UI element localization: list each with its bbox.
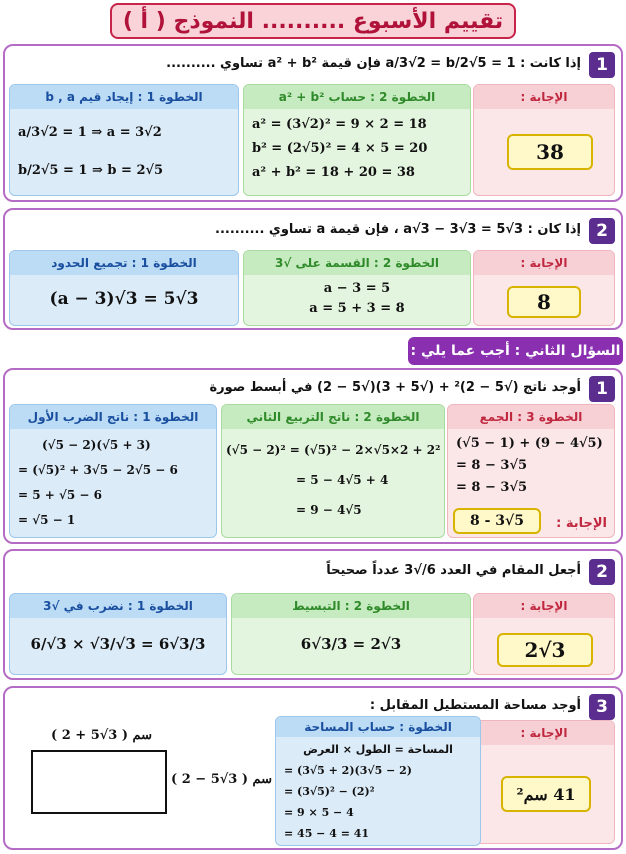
question-card-3 xyxy=(3,368,623,544)
answer-label: الإجابة : xyxy=(474,721,614,745)
step-1-title: الخطوة 1 : تجميع الحدود xyxy=(10,251,238,275)
step-1-title: الخطوة 1 : ناتج الضرب الأول xyxy=(10,405,216,429)
step-2-title: الخطوة 2 : القسمة على √3 xyxy=(244,251,470,275)
answer-label: الإجابة : xyxy=(474,594,614,618)
step-line: = (3√5 + 2)(3√5 − 2) xyxy=(284,764,412,777)
step-2-panel xyxy=(231,593,471,675)
rectangle-figure xyxy=(31,750,167,814)
question-text: إذا كان : a√3 − 3√3 = 5√3 ، فإن قيمة a تساوي .......... xyxy=(215,222,581,237)
step-line: = (3√5)² − (2)² xyxy=(284,785,375,798)
answer-value: 41 سم² xyxy=(501,776,591,812)
question-text: أوجد ناتج (√5 − 2)² + (√5 + 3)(√5 − 2) في أبسط صورة xyxy=(209,380,581,395)
step-line: = √5 − 1 xyxy=(18,513,76,527)
answer-label: الإجابة : xyxy=(474,251,614,275)
question-card-1 xyxy=(3,44,623,202)
step-line: (√5 − 2)² = (√5)² − 2×√5×2 + 2² xyxy=(226,443,441,457)
question-number: 3 xyxy=(589,694,615,720)
step-1-title: الخطوة 1 : إيجاد قيم b , a xyxy=(10,85,238,109)
answer-value: 8 xyxy=(507,286,581,318)
step-2-title: الخطوة 2 : ناتج التربيع الثاني xyxy=(222,405,444,429)
question-number: 1 xyxy=(589,376,615,402)
step-line: = 9 × 5 − 4 xyxy=(284,806,354,819)
step-2-panel xyxy=(243,84,471,196)
step-panel xyxy=(275,716,481,846)
rectangle-width-label: سم ( 3√5 − 2 ) xyxy=(171,772,273,787)
section-heading: السؤال الثاني : أجب عما يلي : xyxy=(408,337,623,365)
step-line: المساحة = الطول × العرض xyxy=(303,743,453,756)
question-text: أجعل المقام في العدد 6/√3 عدداً صحيحاً xyxy=(326,563,581,578)
page-title: تقييم الأسبوع .......... النموذج ( أ ) xyxy=(110,3,516,39)
question-card-4 xyxy=(3,549,623,680)
step-line: (√5 − 1) + (9 − 4√5) xyxy=(456,436,603,451)
step-line: = 5 + √5 − 6 xyxy=(18,488,102,502)
step-line: a² + b² = 18 + 20 = 38 xyxy=(252,165,415,180)
step-2-panel xyxy=(221,404,445,538)
rectangle-length-label: سم ( 3√5 + 2 ) xyxy=(51,728,153,743)
question-text: أوجد مساحة المستطيل المقابل : xyxy=(369,698,581,713)
step-1-panel xyxy=(9,593,227,675)
question-number: 2 xyxy=(589,559,615,585)
step-line: b/2√5 = 1 ⇒ b = 2√5 xyxy=(18,163,164,178)
step-line: = 9 − 4√5 xyxy=(296,503,362,517)
answer-value: 2√3 xyxy=(497,633,593,667)
question-number: 2 xyxy=(589,218,615,244)
step-line: b² = (2√5)² = 4 × 5 = 20 xyxy=(252,141,428,156)
step-1-title: الخطوة 1 : نضرب في √3 xyxy=(10,594,226,618)
step-line: (a − 3)√3 = 5√3 xyxy=(49,289,199,309)
step-2-title: الخطوة 2 : حساب a² + b² xyxy=(244,85,470,109)
question-card-2 xyxy=(3,208,623,330)
answer-label: الإجابة : xyxy=(474,85,614,109)
answer-label: الإجابة : xyxy=(556,516,607,531)
step-line: = 45 − 4 = 41 xyxy=(284,827,370,840)
step-2-title: الخطوة 2 : التبسيط xyxy=(232,594,470,618)
step-1-panel xyxy=(9,84,239,196)
step-1-panel xyxy=(9,250,239,326)
step-line: 6/√3 × √3/√3 = 6√3/3 xyxy=(30,635,206,653)
step-line: a = 5 + 3 = 8 xyxy=(309,301,405,316)
step-3-title: الخطوة 3 : الجمع xyxy=(448,405,614,429)
step-line: = 5 − 4√5 + 4 xyxy=(296,473,389,487)
answer-value: 8 - 3√5 xyxy=(453,508,541,534)
step-line: a/3√2 = 1 ⇒ a = 3√2 xyxy=(18,125,162,140)
step-title: الخطوة : حساب المساحة xyxy=(276,717,480,737)
question-number: 1 xyxy=(589,52,615,78)
step-line: = (√5)² + 3√5 − 2√5 − 6 xyxy=(18,463,178,477)
step-line: = 8 − 3√5 xyxy=(456,480,528,495)
step-line: a − 3 = 5 xyxy=(323,281,391,296)
step-line: 6√3/3 = 2√3 xyxy=(300,635,402,653)
step-line: a² = (3√2)² = 9 × 2 = 18 xyxy=(252,117,427,132)
question-text: إذا كانت : a/3√2 = b/2√5 = 1 فإن قيمة a² + b² تساوي .......... xyxy=(166,56,581,71)
step-line: = 8 − 3√5 xyxy=(456,458,528,473)
step-2-panel xyxy=(243,250,471,326)
step-1-panel xyxy=(9,404,217,538)
answer-value: 38 xyxy=(507,134,593,170)
question-card-5 xyxy=(3,686,623,850)
step-line: (√5 − 2)(√5 + 3) xyxy=(42,438,151,452)
